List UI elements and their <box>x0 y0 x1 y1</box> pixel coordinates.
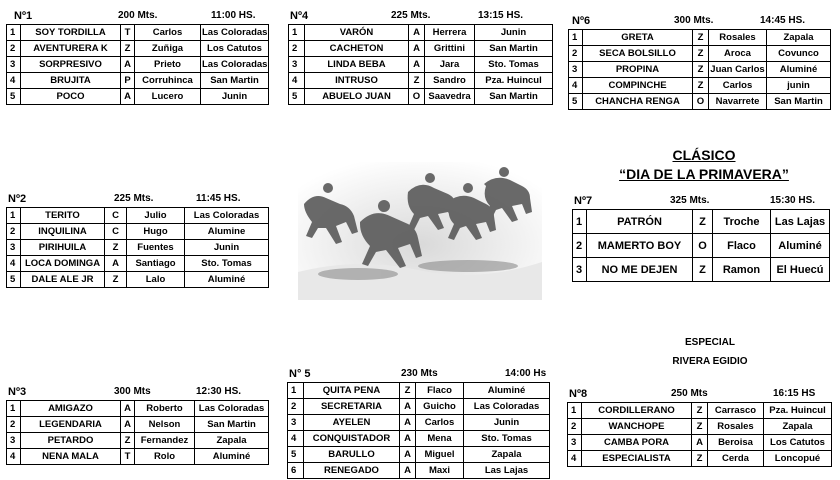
post-number: 5 <box>288 447 304 463</box>
table-row <box>569 94 831 110</box>
horse-name: RENEGADO <box>304 463 400 479</box>
table-row <box>568 451 832 467</box>
table-row <box>7 224 269 240</box>
horse-name: NO ME DEJEN <box>587 258 693 282</box>
post-number: 1 <box>7 208 21 224</box>
horse-name: BRUJITA <box>21 73 121 89</box>
table-row <box>7 89 269 105</box>
race-number: Nº1 <box>14 10 33 22</box>
jockey: Corruhinca <box>135 73 201 89</box>
race-header <box>288 8 552 24</box>
origin: Junin <box>201 89 269 105</box>
race-distance: 300 Mts <box>114 386 151 397</box>
post-number: 3 <box>7 433 21 449</box>
category: A <box>400 415 416 431</box>
category: A <box>409 57 425 73</box>
jockey: Navarrete <box>709 94 767 110</box>
category: Z <box>409 73 425 89</box>
jockey: Jara <box>425 57 475 73</box>
race-time: 14:45 HS. <box>760 15 806 26</box>
jockey: Mena <box>416 431 464 447</box>
jockey: Maxi <box>416 463 464 479</box>
jockey: Saavedra <box>425 89 475 105</box>
origin: Aluminé <box>195 449 269 465</box>
origin: Las Coloradas <box>201 57 269 73</box>
origin: Loncopué <box>764 451 832 467</box>
entries-table <box>572 209 830 282</box>
post-number: 4 <box>7 256 21 272</box>
horse-name: SOY TORDILLA <box>21 25 121 41</box>
category: A <box>692 435 708 451</box>
category: A <box>400 463 416 479</box>
table-row <box>569 62 831 78</box>
table-row <box>288 431 550 447</box>
category: Z <box>105 240 127 256</box>
horse-name: VARÓN <box>305 25 409 41</box>
jockey: Beroisa <box>708 435 764 451</box>
race-time: 11:45 HS. <box>196 193 241 204</box>
post-number: 2 <box>288 399 304 415</box>
origin: junin <box>767 78 831 94</box>
category: Z <box>693 210 713 234</box>
horse-name: ESPECIALISTA <box>582 451 692 467</box>
jockey: Prieto <box>135 57 201 73</box>
horse-name: ABUELO JUAN <box>305 89 409 105</box>
table-row <box>568 419 832 435</box>
jockey: Rosales <box>708 419 764 435</box>
origin: Pza. Huincul <box>764 403 832 419</box>
jockey: Troche <box>713 210 771 234</box>
jockey: Grittini <box>425 41 475 57</box>
horse-name: AYELEN <box>304 415 400 431</box>
jockey: Rosales <box>709 30 767 46</box>
entries-table <box>568 29 831 110</box>
table-row <box>7 208 269 224</box>
race-7 <box>572 193 829 282</box>
category: T <box>121 25 135 41</box>
clasico-heading <box>570 146 838 184</box>
race-distance: 250 Mts <box>671 388 708 399</box>
table-row <box>7 57 269 73</box>
post-number: 1 <box>568 403 582 419</box>
jockey: Aroca <box>709 46 767 62</box>
origin: Zapala <box>195 433 269 449</box>
table-row <box>289 25 553 41</box>
category: A <box>400 399 416 415</box>
post-number: 1 <box>289 25 305 41</box>
entries-table <box>6 207 269 288</box>
jockey: Fernandez <box>135 433 195 449</box>
post-number: 3 <box>573 258 587 282</box>
category: A <box>121 89 135 105</box>
race-time: 13:15 HS. <box>478 10 524 21</box>
post-number: 4 <box>7 73 21 89</box>
table-row <box>289 89 553 105</box>
post-number: 2 <box>568 419 582 435</box>
especial-title: ESPECIAL <box>684 337 735 348</box>
post-number: 2 <box>573 234 587 258</box>
horse-name: CAMBA PORA <box>582 435 692 451</box>
post-number: 4 <box>288 431 304 447</box>
origin: Las Coloradas <box>195 401 269 417</box>
race-header <box>567 386 831 402</box>
origin: Covunco <box>767 46 831 62</box>
post-number: 3 <box>289 57 305 73</box>
origin: San Martin <box>475 89 553 105</box>
origin: Las Coloradas <box>185 208 269 224</box>
entries-table <box>287 382 550 479</box>
category: Z <box>693 62 709 78</box>
horse-name: QUITA PENA <box>304 383 400 399</box>
origin: San Martin <box>201 73 269 89</box>
post-number: 2 <box>7 417 21 433</box>
race-distance: 225 Mts. <box>114 193 154 204</box>
post-number: 5 <box>7 272 21 288</box>
race-time: 16:15 HS <box>773 388 816 399</box>
race-header <box>6 8 268 24</box>
post-number: 1 <box>573 210 587 234</box>
horse-name: AMIGAZO <box>21 401 121 417</box>
category: A <box>409 25 425 41</box>
origin: Aluminé <box>771 234 830 258</box>
post-number: 4 <box>568 451 582 467</box>
origin: Zapala <box>767 30 831 46</box>
table-row <box>288 399 550 415</box>
jockey: Juan Carlos <box>709 62 767 78</box>
jockey: Carlos <box>709 78 767 94</box>
horse-name: CORDILLERANO <box>582 403 692 419</box>
horse-name: INQUILINA <box>21 224 105 240</box>
clasico-subtitle: “DIA DE LA PRIMAVERA” <box>619 166 789 182</box>
race-header <box>568 13 830 29</box>
race-time: 11:00 HS. <box>211 10 256 21</box>
category: A <box>121 57 135 73</box>
table-row <box>289 41 553 57</box>
origin: Las Lajas <box>464 463 550 479</box>
category: Z <box>121 41 135 57</box>
origin: Las Coloradas <box>464 399 550 415</box>
post-number: 5 <box>289 89 305 105</box>
race-number: Nº3 <box>8 386 27 398</box>
post-number: 2 <box>289 41 305 57</box>
horse-name: TERITO <box>21 208 105 224</box>
race-number: Nº4 <box>290 10 309 22</box>
origin: Las Lajas <box>771 210 830 234</box>
category: A <box>400 447 416 463</box>
table-row <box>288 383 550 399</box>
category: Z <box>692 419 708 435</box>
origin: Aluminé <box>464 383 550 399</box>
race-header <box>287 366 549 382</box>
post-number: 4 <box>569 78 583 94</box>
origin: Zapala <box>764 419 832 435</box>
entries-table <box>6 24 269 105</box>
horse-name: DALE ALE JR <box>21 272 105 288</box>
horse-name: SECRETARIA <box>304 399 400 415</box>
post-number: 3 <box>568 435 582 451</box>
table-row <box>7 256 269 272</box>
jockey: Herrera <box>425 25 475 41</box>
category: A <box>409 41 425 57</box>
jockey: Sandro <box>425 73 475 89</box>
table-row <box>7 272 269 288</box>
jockey: Zuñiga <box>135 41 201 57</box>
category: Z <box>693 78 709 94</box>
horse-name: SECA BOLSILLO <box>583 46 693 62</box>
race-time: 15:30 HS. <box>770 195 816 206</box>
table-row <box>7 449 269 465</box>
category: T <box>121 449 135 465</box>
horse-name: SORPRESIVO <box>21 57 121 73</box>
origin: El Huecú <box>771 258 830 282</box>
horse-name: CHANCHA RENGA <box>583 94 693 110</box>
race-number: N° 5 <box>289 368 311 380</box>
table-row <box>7 240 269 256</box>
race-distance: 300 Mts. <box>674 15 714 26</box>
table-row <box>289 73 553 89</box>
race-2 <box>6 191 268 288</box>
jockey: Roberto <box>135 401 195 417</box>
horse-name: CACHETON <box>305 41 409 57</box>
origin: Aluminé <box>185 272 269 288</box>
category: Z <box>692 403 708 419</box>
jockey: Fuentes <box>127 240 185 256</box>
horse-name: PETARDO <box>21 433 121 449</box>
post-number: 4 <box>7 449 21 465</box>
table-row <box>288 447 550 463</box>
category: A <box>121 401 135 417</box>
table-row <box>289 57 553 73</box>
race-4 <box>288 8 552 105</box>
table-row <box>568 435 832 451</box>
table-row <box>7 73 269 89</box>
table-row <box>7 41 269 57</box>
race-header <box>6 384 268 400</box>
table-row <box>573 234 830 258</box>
horse-name: NENA MALA <box>21 449 121 465</box>
origin: Sto. Tomas <box>475 57 553 73</box>
horse-name: WANCHOPE <box>582 419 692 435</box>
jockey: Julio <box>127 208 185 224</box>
horse-name: POCO <box>21 89 121 105</box>
category: A <box>121 417 135 433</box>
jockey: Flaco <box>416 383 464 399</box>
origin: Sto. Tomas <box>185 256 269 272</box>
origin: San Martin <box>767 94 831 110</box>
jockey: Lucero <box>135 89 201 105</box>
table-row <box>569 30 831 46</box>
category: C <box>105 224 127 240</box>
category: O <box>693 234 713 258</box>
origin: Zapala <box>464 447 550 463</box>
clasico-title: CLÁSICO <box>672 147 736 163</box>
horse-name: LOCA DOMINGA <box>21 256 105 272</box>
table-row <box>288 463 550 479</box>
category: O <box>693 94 709 110</box>
origin: Junin <box>464 415 550 431</box>
jockey: Hugo <box>127 224 185 240</box>
entries-table <box>288 24 553 105</box>
category: O <box>409 89 425 105</box>
jockey: Flaco <box>713 234 771 258</box>
race-distance: 200 Mts. <box>118 10 158 21</box>
origin: Pza. Huincul <box>475 73 553 89</box>
jockey: Rolo <box>135 449 195 465</box>
horse-name: PROPINA <box>583 62 693 78</box>
jockey: Carlos <box>135 25 201 41</box>
table-row <box>573 210 830 234</box>
post-number: 3 <box>7 57 21 73</box>
horse-name: CONQUISTADOR <box>304 431 400 447</box>
category: Z <box>105 272 127 288</box>
post-number: 3 <box>7 240 21 256</box>
race-header <box>572 193 829 209</box>
jockey: Guicho <box>416 399 464 415</box>
origin: Los Catutos <box>201 41 269 57</box>
jockey: Miguel <box>416 447 464 463</box>
race-8 <box>567 386 831 467</box>
race-time: 12:30 HS. <box>196 386 242 397</box>
table-row <box>288 415 550 431</box>
race-number: Nº2 <box>8 193 27 205</box>
post-number: 3 <box>288 415 304 431</box>
race-6 <box>568 13 830 110</box>
table-row <box>568 403 832 419</box>
post-number: 1 <box>288 383 304 399</box>
race-number: Nº6 <box>572 15 591 27</box>
table-row <box>573 258 830 282</box>
table-row <box>7 417 269 433</box>
horse-name: COMPINCHE <box>583 78 693 94</box>
entries-table <box>6 400 269 465</box>
category: Z <box>400 383 416 399</box>
horses-racing-image <box>298 162 542 300</box>
post-number: 1 <box>7 25 21 41</box>
category: C <box>105 208 127 224</box>
jockey: Santiago <box>127 256 185 272</box>
race-distance: 225 Mts. <box>391 10 431 21</box>
origin: San Martin <box>195 417 269 433</box>
horse-name: PIRIHUILA <box>21 240 105 256</box>
jockey: Cerda <box>708 451 764 467</box>
origin: Sto. Tomas <box>464 431 550 447</box>
category: Z <box>693 258 713 282</box>
category: A <box>105 256 127 272</box>
origin: Junin <box>475 25 553 41</box>
post-number: 5 <box>7 89 21 105</box>
race-time: 14:00 Hs <box>505 368 547 379</box>
post-number: 1 <box>569 30 583 46</box>
post-number: 2 <box>7 224 21 240</box>
table-row <box>569 78 831 94</box>
jockey: Nelson <box>135 417 195 433</box>
category: Z <box>693 30 709 46</box>
origin: Junin <box>185 240 269 256</box>
race-distance: 230 Mts <box>401 368 438 379</box>
horse-name: MAMERTO BOY <box>587 234 693 258</box>
horse-name: LINDA BEBA <box>305 57 409 73</box>
race-distance: 325 Mts. <box>670 195 710 206</box>
origin: Alumine <box>185 224 269 240</box>
race-5 <box>287 366 549 479</box>
origin: Los Catutos <box>764 435 832 451</box>
post-number: 3 <box>569 62 583 78</box>
horse-name: GRETA <box>583 30 693 46</box>
category: Z <box>693 46 709 62</box>
table-row <box>7 25 269 41</box>
jockey: Ramon <box>713 258 771 282</box>
category: Z <box>121 433 135 449</box>
post-number: 4 <box>289 73 305 89</box>
race-header <box>6 191 268 207</box>
jockey: Carrasco <box>708 403 764 419</box>
table-row <box>569 46 831 62</box>
origin: Aluminé <box>767 62 831 78</box>
table-row <box>7 401 269 417</box>
table-row <box>7 433 269 449</box>
category: P <box>121 73 135 89</box>
post-number: 5 <box>569 94 583 110</box>
race-3 <box>6 384 268 465</box>
horse-name: AVENTURERA K <box>21 41 121 57</box>
jockey: Lalo <box>127 272 185 288</box>
especial-subtitle: RIVERA EGIDIO <box>672 356 748 367</box>
entries-table <box>567 402 832 467</box>
origin: Las Coloradas <box>201 25 269 41</box>
race-number: Nº7 <box>574 195 593 207</box>
post-number: 2 <box>569 46 583 62</box>
jockey: Carlos <box>416 415 464 431</box>
horse-name: BARULLO <box>304 447 400 463</box>
category: A <box>400 431 416 447</box>
horse-name: LEGENDARIA <box>21 417 121 433</box>
race-1 <box>6 8 268 105</box>
post-number: 1 <box>7 401 21 417</box>
origin: San Martin <box>475 41 553 57</box>
race-number: Nº8 <box>569 388 588 400</box>
post-number: 6 <box>288 463 304 479</box>
category: Z <box>692 451 708 467</box>
horse-name: PATRÓN <box>587 210 693 234</box>
post-number: 2 <box>7 41 21 57</box>
horse-name: INTRUSO <box>305 73 409 89</box>
